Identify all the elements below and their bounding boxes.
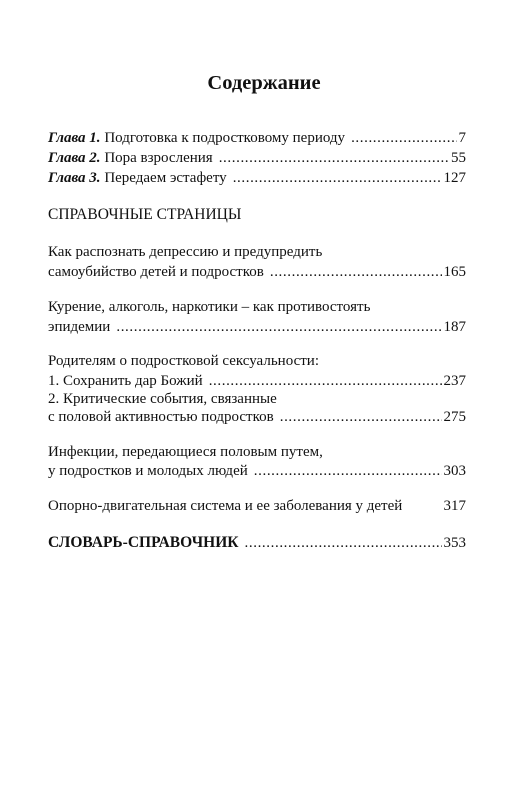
dot-leader	[270, 262, 442, 282]
chapter-title: Подготовка к подростковому периоду	[104, 130, 346, 146]
toc-entry-chapter-1[interactable]	[48, 128, 466, 148]
dot-leader	[116, 317, 441, 337]
chapter-label: Глава 1.	[48, 130, 101, 146]
section-heading-reference: СПРАВОЧНЫЕ СТРАНИЦЫ	[48, 206, 242, 223]
dot-leader	[245, 533, 442, 553]
toc-entry-line: 2. Критические события, связанные	[48, 391, 277, 407]
toc-entry-dictionary[interactable]	[48, 533, 466, 553]
chapter-label: Глава 3.	[48, 170, 101, 186]
page-title: Содержание	[207, 72, 321, 94]
page-number: 353	[443, 535, 466, 551]
entry-text: Опорно-двигательная система и ее заболевания у детей	[48, 498, 403, 514]
toc-entry-musculoskeletal[interactable]	[48, 496, 466, 516]
dot-leader	[351, 128, 456, 148]
chapter-label: Глава 2.	[48, 150, 101, 166]
entry-text: у подростков и молодых людей	[48, 463, 248, 479]
dot-leader	[254, 461, 442, 481]
dot-leader	[219, 148, 449, 168]
entry-text: самоубийство детей и подростков	[48, 264, 264, 280]
page-number: 187	[443, 319, 466, 335]
dot-leader	[209, 371, 442, 391]
toc-entry-depression[interactable]	[48, 262, 466, 282]
page-number: 275	[443, 409, 466, 425]
toc-entry-line: Курение, алкоголь, наркотики – как противостоять	[48, 299, 371, 315]
toc-entry-smoking[interactable]	[48, 317, 466, 337]
entry-text: 1. Сохранить дар Божий	[48, 373, 203, 389]
page-number: 165	[443, 264, 466, 280]
entry-text: с половой активностью подростков	[48, 409, 274, 425]
toc-entry-line: Родителям о подростковой сексуальности:	[48, 353, 319, 369]
page-number: 317	[443, 498, 466, 514]
chapter-title: Пора взросления	[104, 150, 213, 166]
entry-text: эпидемии	[48, 319, 111, 335]
toc-entry-infections[interactable]	[48, 461, 466, 481]
toc-entry-line: Как распознать депрессию и предупредить	[48, 244, 323, 260]
page-number: 127	[443, 170, 466, 186]
page-number: 7	[458, 130, 466, 146]
page-number: 55	[451, 150, 466, 166]
toc-entry-chapter-2[interactable]	[48, 148, 466, 168]
chapter-title: Передаем эстафету	[104, 170, 227, 186]
toc-entry-chapter-3[interactable]	[48, 168, 466, 188]
page-number: 237	[443, 373, 466, 389]
dot-leader	[233, 168, 442, 188]
page-number: 303	[443, 463, 466, 479]
toc-entry-line: Инфекции, передающиеся половым путем,	[48, 444, 323, 460]
section-heading-dictionary: СЛОВАРЬ-СПРАВОЧНИК	[48, 534, 239, 551]
toc-entry-sexuality-1[interactable]	[48, 371, 466, 391]
toc-entry-sexuality-2[interactable]	[48, 407, 466, 427]
dot-leader	[280, 407, 442, 427]
